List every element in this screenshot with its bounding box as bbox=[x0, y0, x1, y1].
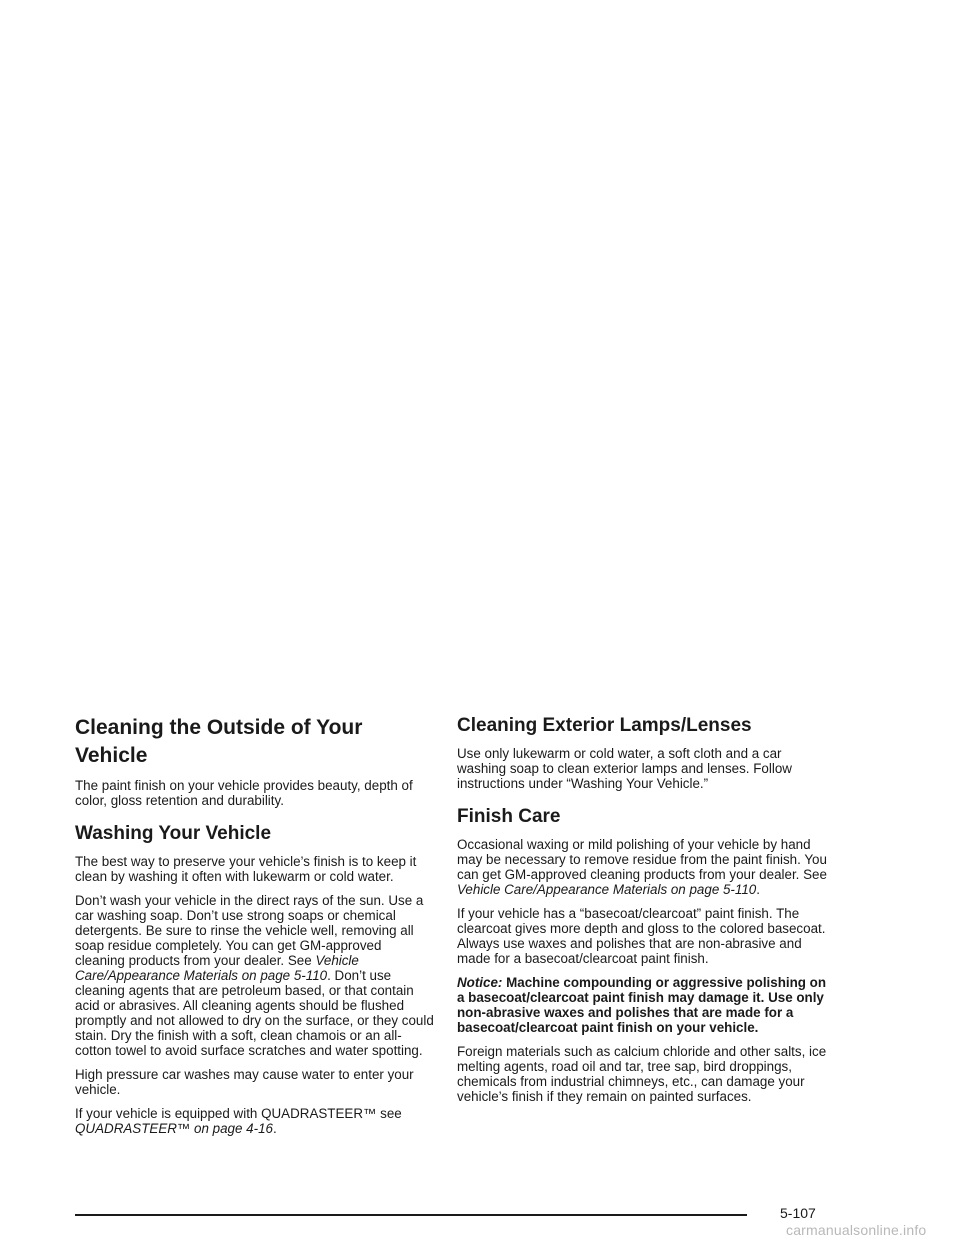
washing-paragraph-3: High pressure car washes may cause water to enter your vehicle. bbox=[75, 1067, 414, 1097]
page-number: 5-107 bbox=[780, 1205, 816, 1221]
intro-paragraph: The paint finish on your vehicle provides beauty, depth of color, gloss retention and durability. bbox=[75, 778, 413, 808]
finish-p1-text: Occasional waxing or mild polishing of your vehicle by hand may be necessary to remove residue from the paint finish. You can get GM-approved cleaning products from your dealer. See bbox=[457, 837, 827, 882]
finish-paragraph-1 bbox=[457, 837, 827, 897]
cross-reference-link[interactable]: Vehicle Care/Appearance Materials on page 5-110 bbox=[75, 953, 359, 983]
washing-heading: Washing Your Vehicle bbox=[75, 823, 272, 844]
finish-care-heading: Finish Care bbox=[457, 806, 561, 827]
washing-p2-text-cont: . Don’t use cleaning agents that are petroleum based, or that contain acid or abrasives. All cleaning agents should be flushed promptly and not allowed to dry on the surface, or they could stain. Dry the finish with a soft, clean chamois or an all-cotton towel to avoid surface scratches and water spotting. bbox=[75, 968, 434, 1058]
washing-paragraph-4 bbox=[75, 1106, 435, 1136]
notice-text: Machine compounding or aggressive polishing on a basecoat/clearcoat paint finish may damage it. Use only non-abrasive waxes and polishes that are made for a basecoat/clearcoat paint finish on your vehicle. bbox=[457, 975, 827, 1035]
section-title: Cleaning the Outside of Your Vehicle bbox=[75, 716, 363, 767]
footer-rule bbox=[75, 1214, 747, 1216]
washing-paragraph-2 bbox=[75, 893, 435, 1058]
finish-paragraph-3: Foreign materials such as calcium chloride and other salts, ice melting agents, road oil and tar, tree sap, bird droppings, chemicals from industrial chimneys, etc., can damage your vehicle’s finish if they remain on painted surfaces. bbox=[457, 1044, 827, 1104]
notice-paragraph bbox=[457, 975, 827, 1035]
washing-p4-text: If your vehicle is equipped with QUADRASTEER™ see bbox=[75, 1106, 402, 1121]
finish-p1-end: . bbox=[756, 882, 760, 897]
watermark: carmanualsonline.info bbox=[786, 1222, 927, 1238]
washing-p4-end: . bbox=[272, 1121, 277, 1136]
cross-reference-link[interactable]: Vehicle Care/Appearance Materials on page 5-110 bbox=[457, 882, 757, 897]
lamps-paragraph: Use only lukewarm or cold water, a soft cloth and a car washing soap to clean exterior lamps and lenses. Follow instructions under “Washing Your Vehicle.” bbox=[457, 746, 792, 791]
right-column bbox=[457, 714, 827, 1113]
washing-p2-text: Don’t wash your vehicle in the direct rays of the sun. Use a car washing soap. Don’t use strong soaps or chemical detergents. Be sure to rinse the vehicle well, removing all soap residue completely. You can get GM-approved cleaning products from your dealer. See bbox=[75, 893, 424, 968]
lamps-heading: Cleaning Exterior Lamps/Lenses bbox=[457, 715, 752, 736]
washing-paragraph-1: The best way to preserve your vehicle’s finish is to keep it clean by washing it often with lukewarm or cold water. bbox=[75, 854, 417, 884]
notice-label: Notice: bbox=[457, 975, 503, 990]
finish-paragraph-2: If your vehicle has a “basecoat/clearcoat” paint finish. The clearcoat gives more depth and gloss to the colored basecoat. Always use waxes and polishes that are non-abrasive and made for a basecoat/clearcoat paint finish. bbox=[457, 906, 826, 966]
left-column bbox=[75, 714, 435, 1145]
quadrasteer-link[interactable]: QUADRASTEER™ on page 4-16 bbox=[75, 1121, 273, 1136]
